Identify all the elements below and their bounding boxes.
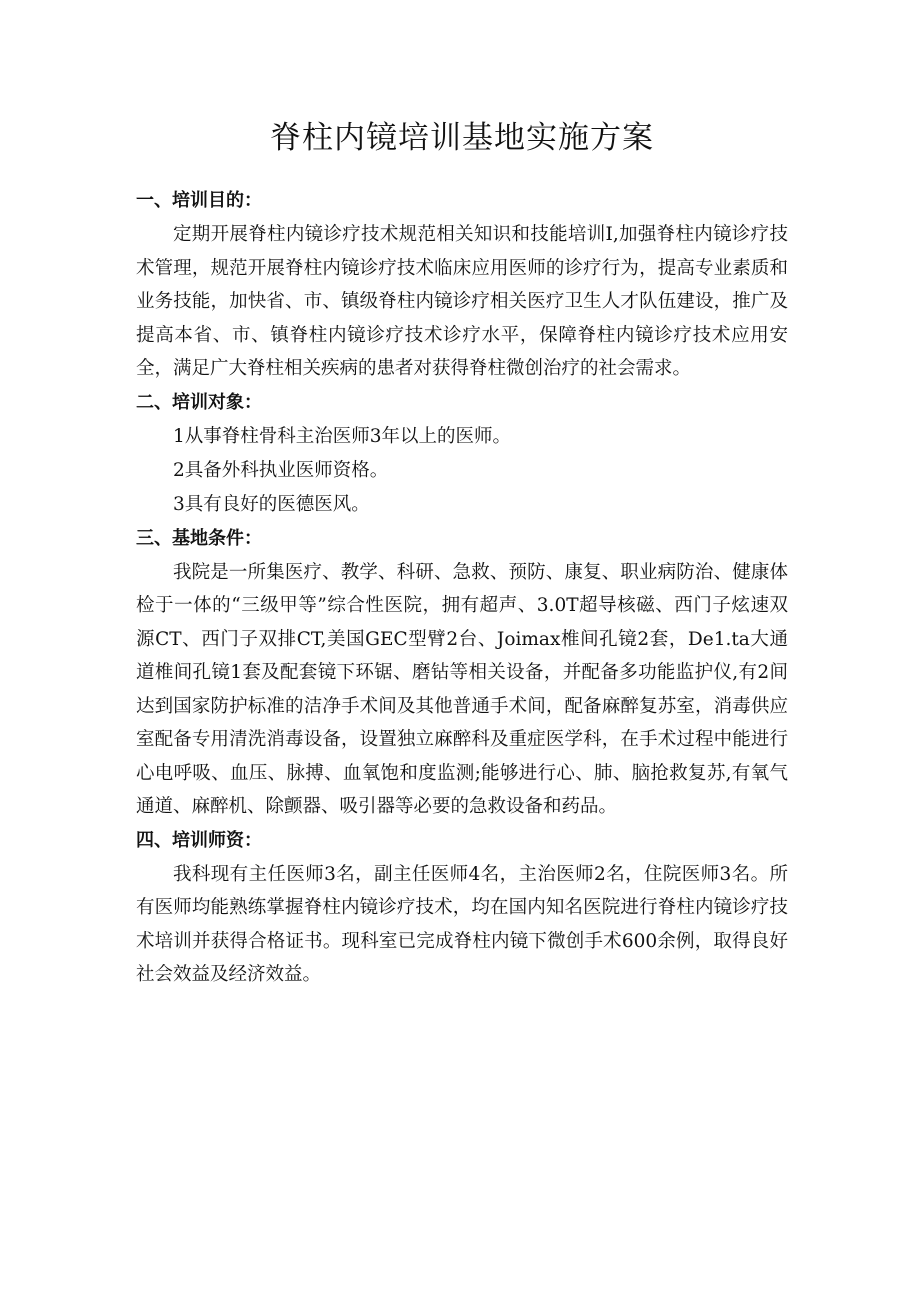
list-item: 1从事脊柱骨科主治医师3年以上的医师。 xyxy=(173,425,512,447)
section-paragraph: 我科现有主任医师3名，副主任医师4名，主治医师2名，住院医师3名。所有医师均能熟练掌握脊柱内镜诊疗技术，均在国内知名医院进行脊柱内镜诊疗技术培训并获得合格证书。现科室已完成脊柱内镜下微创手术600余例，取得良好社会效益及经济效益。 xyxy=(136,863,788,985)
section-trainees xyxy=(136,388,788,522)
list-item: 2具备外科执业医师资格。 xyxy=(173,459,389,481)
section-conditions xyxy=(136,524,788,824)
section-heading: 二、培训对象： xyxy=(136,391,262,413)
section-paragraph: 定期开展脊柱内镜诊疗技术规范相关知识和技能培训I,加强脊柱内镜诊疗技术管理，规范开展脊柱内镜诊疗技术临床应用医师的诊疗行为，提高专业素质和业务技能，加快省、市、镇级脊柱内镜诊疗相关医疗卫生人才队伍建设，推广及提高本省、市、镇脊柱内镜诊疗技术诊疗水平，保障脊柱内镜诊疗技术应用安全，满足广大脊柱相关疾病的患者对获得脊柱微创治疗的社会需求。 xyxy=(136,224,788,379)
section-purpose xyxy=(136,186,788,386)
section-faculty xyxy=(136,826,788,992)
list-item: 3具有良好的医德医风。 xyxy=(173,493,370,515)
section-heading: 一、培训目的： xyxy=(136,190,262,211)
section-heading: 四、培训师资： xyxy=(136,829,262,851)
page-title: 脊柱内镜培训基地实施方案 xyxy=(270,120,654,156)
section-paragraph: 我院是一所集医疗、教学、科研、急救、预防、康复、职业病防治、健康体检于一体的“三级甲等”综合性医院，拥有超声、3.0T超导核磁、西门子炫速双源CT、西门子双排CT,美国GEC型臂2台、Joimax椎间孔镜2套，De1.ta大通道椎间孔镜1套及配套镜下环锯、磨钻等相关设备，并配备多功能监护仪,有2间达到国家防护标准的洁净手术间及其他普通手术间，配备麻醉复苏室，消毒供应室配备专用清洗消毒设备，设置独立麻醉科及重症医学科，在手术过程中能进行心电呼吸、血压、脉搏、血氧饱和度监测;能够进行心、肺、脑抢救复苏,有氧气通道、麻醉机、除颤器、吸引器等必要的急救设备和药品。 xyxy=(136,561,788,817)
section-heading: 三、基地条件： xyxy=(136,527,262,549)
